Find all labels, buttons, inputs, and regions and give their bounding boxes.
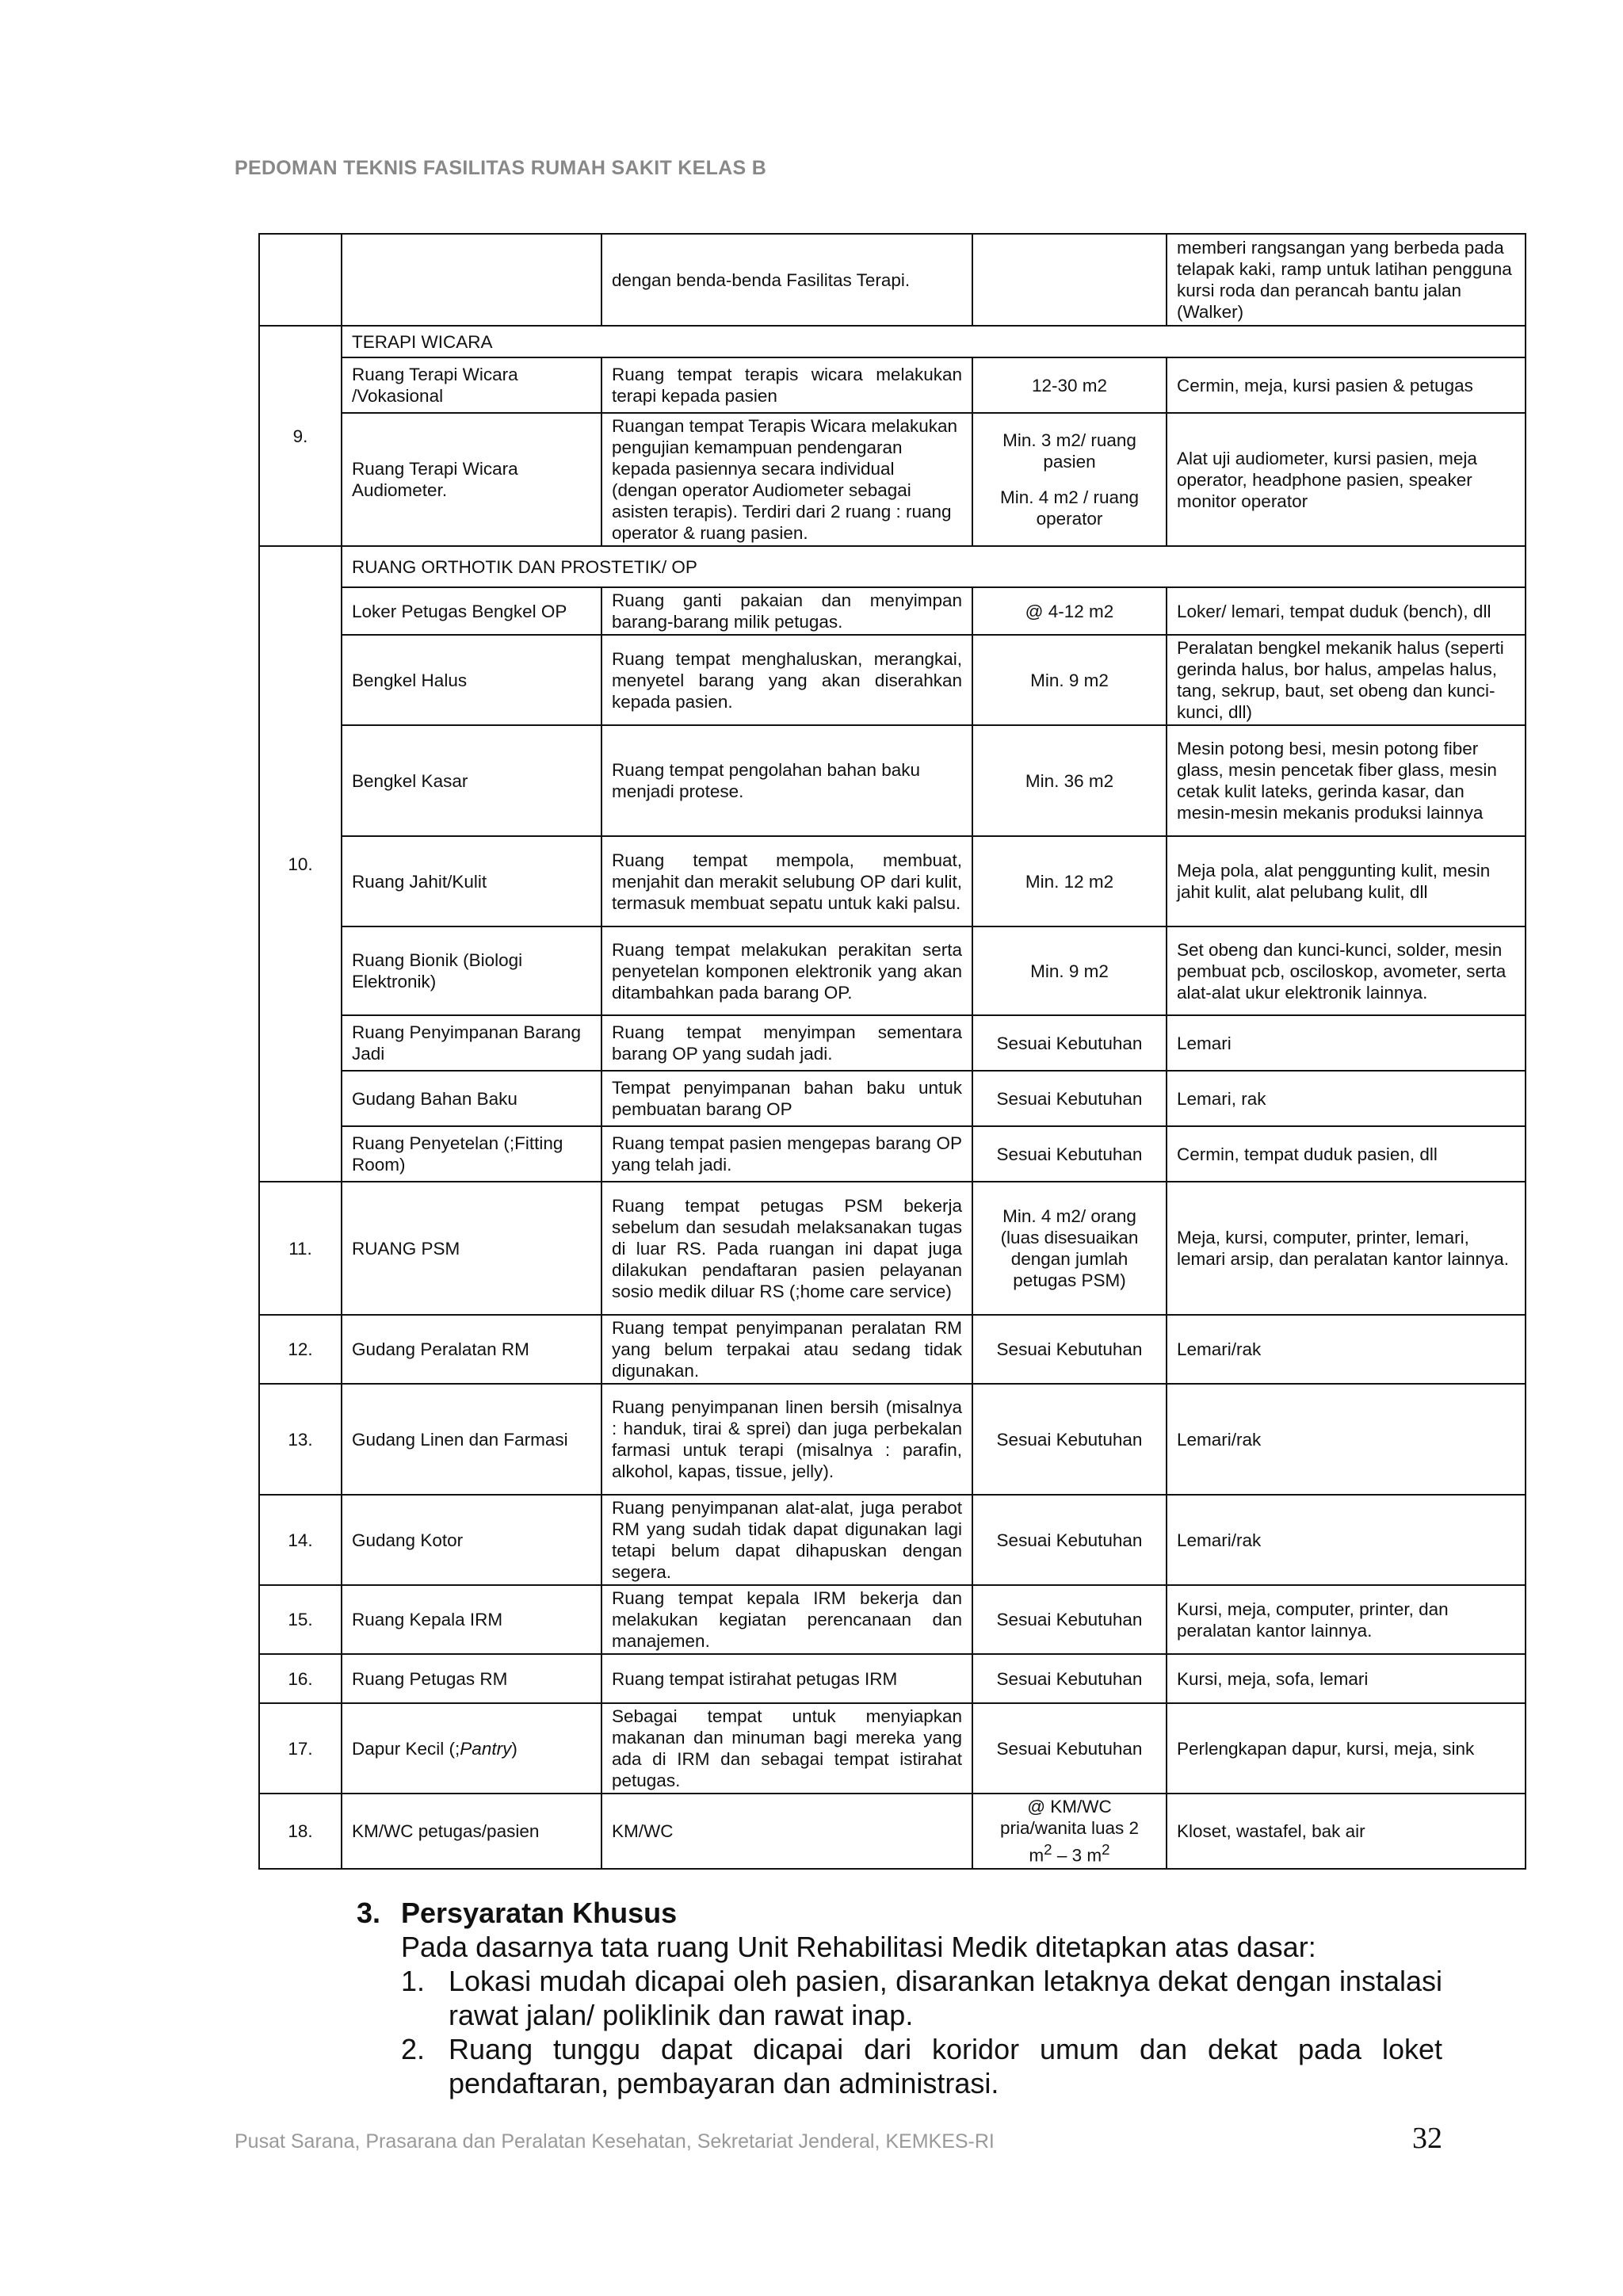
page-header-title: PEDOMAN TEKNIS FASILITAS RUMAH SAKIT KELAS B	[235, 157, 767, 179]
cell-equipment: Mesin potong besi, mesin potong fiber glass, mesin pencetak fiber glass, mesin cetak kulit lateks, gerinda kasar, dan mesin-mesin mekanis produksi lainnya	[1167, 725, 1526, 836]
table-row	[259, 1654, 1526, 1703]
cell-size: Min. 12 m2	[972, 836, 1167, 926]
cell-name: Ruang Terapi Wicara /Vokasional	[342, 357, 601, 413]
size-dash: – 3 m	[1052, 1845, 1102, 1866]
cell-desc: Ruang tempat petugas PSM bekerja sebelum dan sesudah melaksanakan tugas di luar RS. Pada ruangan ini dapat juga dilakukan pendaftaran pasien pelayanan sosio medik diluar RS (;home care service)	[601, 1182, 972, 1315]
footer-text: Pusat Sarana, Prasarana dan Peralatan Kesehatan, Sekretariat Jenderal, KEMKES-RI	[235, 2130, 995, 2153]
cell-name: Ruang Terapi Wicara Audiometer.	[342, 413, 601, 546]
table-row	[259, 357, 1526, 413]
cell-size: Min. 36 m2	[972, 725, 1167, 836]
section-intro: Pada dasarnya tata ruang Unit Rehabilitasi Medik ditetapkan atas dasar:	[401, 1931, 1316, 1963]
table-row	[259, 1126, 1526, 1182]
table-row	[259, 725, 1526, 836]
section-header-row	[259, 546, 1526, 587]
cell-equipment: Meja pola, alat penggunting kulit, mesin jahit kulit, alat pelubang kulit, dll	[1167, 836, 1526, 926]
table-row	[259, 635, 1526, 725]
cell-name: Ruang Bionik (Biologi Elektronik)	[342, 926, 601, 1015]
cell-name: Ruang Petugas RM	[342, 1654, 601, 1703]
cell-name: RUANG PSM	[342, 1182, 601, 1315]
table-row	[259, 1315, 1526, 1384]
section-title: Persyaratan Khusus	[401, 1897, 678, 1929]
cell-size: Sesuai Kebutuhan	[972, 1585, 1167, 1654]
row-number: 18.	[259, 1794, 342, 1869]
cell-equipment: Peralatan bengkel mekanik halus (seperti gerinda halus, bor halus, ampelas halus, tang, sekrup, baut, set obeng dan kunci-kunci, dll)	[1167, 635, 1526, 725]
cell-size: Sesuai Kebutuhan	[972, 1126, 1167, 1182]
cell-name: Gudang Peralatan RM	[342, 1315, 601, 1384]
cell-name	[342, 1703, 601, 1794]
cell-equipment: Lemari/rak	[1167, 1384, 1526, 1495]
special-requirements-section	[357, 1896, 1442, 2100]
size-unit: m	[1029, 1845, 1044, 1866]
row-number: 10.	[259, 546, 342, 1182]
cell-size	[972, 234, 1167, 326]
cell-name: Ruang Penyimpanan Barang Jadi	[342, 1015, 601, 1071]
cell-equipment: Lemari/rak	[1167, 1495, 1526, 1585]
row-number: 16.	[259, 1654, 342, 1703]
table-row	[259, 1703, 1526, 1794]
list-item-number: 1.	[401, 1965, 426, 1997]
cell-desc: Ruang penyimpanan alat-alat, juga perabot RM yang sudah tidak dapat digunakan lagi tetapi belum dapat dihapuskan dengan segera.	[601, 1495, 972, 1585]
section-title: TERAPI WICARA	[342, 326, 1526, 357]
rooms-table	[258, 233, 1526, 1870]
cell-name	[342, 234, 601, 326]
cell-desc: KM/WC	[601, 1794, 972, 1869]
cell-desc: Ruang tempat menghaluskan, merangkai, menyetel barang yang akan diserahkan kepada pasien.	[601, 635, 972, 725]
table-row	[259, 1182, 1526, 1315]
cell-equipment: memberi rangsangan yang berbeda pada telapak kaki, ramp untuk latihan pengguna kursi roda dan perancah bantu jalan (Walker)	[1167, 234, 1526, 326]
cell-equipment: Set obeng dan kunci-kunci, solder, mesin pembuat pcb, osciloskop, avometer, serta alat-alat ukur elektronik lainnya.	[1167, 926, 1526, 1015]
name-italic: Pantry	[460, 1738, 512, 1759]
page-number: 32	[1412, 2122, 1442, 2155]
cell-size: Sesuai Kebutuhan	[972, 1315, 1167, 1384]
cell-desc: Ruang tempat melakukan perakitan serta penyetelan komponen elektronik yang akan ditambahkan pada barang OP.	[601, 926, 972, 1015]
cell-desc: Ruangan tempat Terapis Wicara melakukan pengujian kemampuan pendengaran kepada pasiennya secara individual (dengan operator Audiometer sebagai asisten terapis). Terdiri dari 2 ruang : ruang operator & ruang pasien.	[601, 413, 972, 546]
cell-size: Sesuai Kebutuhan	[972, 1703, 1167, 1794]
table-row	[259, 413, 1526, 546]
cell-name: Ruang Penyetelan (;Fitting Room)	[342, 1126, 601, 1182]
cell-desc: Ruang ganti pakaian dan menyimpan barang-barang milik petugas.	[601, 587, 972, 635]
cell-size: Sesuai Kebutuhan	[972, 1495, 1167, 1585]
cell-size: 12-30 m2	[972, 357, 1167, 413]
cell-equipment: Loker/ lemari, tempat duduk (bench), dll	[1167, 587, 1526, 635]
cell-size: Sesuai Kebutuhan	[972, 1071, 1167, 1126]
cell-desc: Ruang tempat pengolahan bahan baku menjadi protese.	[601, 725, 972, 836]
cell-desc: Ruang tempat mempola, membuat, menjahit dan merakit selubung OP dari kulit, termasuk membuat sepatu untuk kaki palsu.	[601, 836, 972, 926]
cell-equipment: Kursi, meja, computer, printer, dan peralatan kantor lainnya.	[1167, 1585, 1526, 1654]
cell-desc: Ruang tempat menyimpan sementara barang OP yang sudah jadi.	[601, 1015, 972, 1071]
name-prefix: Dapur Kecil (;	[352, 1738, 460, 1759]
cell-name: Loker Petugas Bengkel OP	[342, 587, 601, 635]
table-row	[259, 1585, 1526, 1654]
cell-size: Min. 9 m2	[972, 635, 1167, 725]
cell-desc: Ruang tempat terapis wicara melakukan terapi kepada pasien	[601, 357, 972, 413]
section-number: 3.	[357, 1897, 381, 1929]
size-sup: 2	[1044, 1841, 1052, 1858]
table-row-continuation	[259, 234, 1526, 326]
cell-desc: Ruang tempat kepala IRM bekerja dan melakukan kegiatan perencanaan dan manajemen.	[601, 1585, 972, 1654]
size-operator-room: Min. 4 m2 / ruang operator	[999, 487, 1140, 529]
table-row	[259, 1384, 1526, 1495]
cell-desc: dengan benda-benda Fasilitas Terapi.	[601, 234, 972, 326]
cell-size: Sesuai Kebutuhan	[972, 1654, 1167, 1703]
cell-no	[259, 234, 342, 326]
row-number: 11.	[259, 1182, 342, 1315]
cell-size	[972, 1794, 1167, 1869]
size-patient-room: Min. 3 m2/ ruang pasien	[1002, 430, 1136, 472]
row-number: 12.	[259, 1315, 342, 1384]
list-item	[401, 2032, 1442, 2100]
cell-equipment: Kursi, meja, sofa, lemari	[1167, 1654, 1526, 1703]
row-number: 15.	[259, 1585, 342, 1654]
cell-equipment: Kloset, wastafel, bak air	[1167, 1794, 1526, 1869]
row-number: 9.	[259, 326, 342, 546]
cell-name: Gudang Bahan Baku	[342, 1071, 601, 1126]
cell-equipment: Meja, kursi, computer, printer, lemari, lemari arsip, dan peralatan kantor lainnya.	[1167, 1182, 1526, 1315]
table-row	[259, 1071, 1526, 1126]
cell-equipment: Cermin, meja, kursi pasien & petugas	[1167, 357, 1526, 413]
cell-name: Bengkel Halus	[342, 635, 601, 725]
requirements-list	[357, 1964, 1442, 2100]
cell-name: Ruang Jahit/Kulit	[342, 836, 601, 926]
name-suffix: )	[511, 1738, 517, 1759]
cell-name: Gudang Linen dan Farmasi	[342, 1384, 601, 1495]
cell-desc: Tempat penyimpanan bahan baku untuk pembuatan barang OP	[601, 1071, 972, 1126]
cell-name: Bengkel Kasar	[342, 725, 601, 836]
cell-name: KM/WC petugas/pasien	[342, 1794, 601, 1869]
table-row	[259, 1794, 1526, 1869]
row-number: 14.	[259, 1495, 342, 1585]
list-item-text: Ruang tunggu dapat dicapai dari koridor umum dan dekat pada loket pendaftaran, pembayaran dan administrasi.	[449, 2033, 1442, 2099]
table-row	[259, 1015, 1526, 1071]
cell-name: Gudang Kotor	[342, 1495, 601, 1585]
size-line-1: @ KM/WC	[1027, 1797, 1112, 1817]
section-header-row	[259, 326, 1526, 357]
row-number: 13.	[259, 1384, 342, 1495]
cell-equipment: Cermin, tempat duduk pasien, dll	[1167, 1126, 1526, 1182]
cell-size: Sesuai Kebutuhan	[972, 1384, 1167, 1495]
cell-equipment: Perlengkapan dapur, kursi, meja, sink	[1167, 1703, 1526, 1794]
cell-desc: Ruang penyimpanan linen bersih (misalnya : handuk, tirai & sprei) dan juga perbekalan farmasi untuk terapi (misalnya : parafin, alkohol, kapas, tissue, jelly).	[601, 1384, 972, 1495]
cell-size	[972, 413, 1167, 546]
cell-desc: Ruang tempat pasien mengepas barang OP yang telah jadi.	[601, 1126, 972, 1182]
size-line-2: pria/wanita luas 2	[999, 1818, 1140, 1838]
cell-equipment: Lemari, rak	[1167, 1071, 1526, 1126]
list-item-text: Lokasi mudah dicapai oleh pasien, disarankan letaknya dekat dengan instalasi rawat jalan/ poliklinik dan rawat inap.	[449, 1965, 1442, 2031]
table-row	[259, 926, 1526, 1015]
cell-equipment: Alat uji audiometer, kursi pasien, meja operator, headphone pasien, speaker monitor operator	[1167, 413, 1526, 546]
cell-size: Min. 4 m2/ orang (luas disesuaikan dengan jumlah petugas PSM)	[972, 1182, 1167, 1315]
table-row	[259, 1495, 1526, 1585]
cell-desc: Ruang tempat istirahat petugas IRM	[601, 1654, 972, 1703]
table-row	[259, 836, 1526, 926]
section-title: RUANG ORTHOTIK DAN PROSTETIK/ OP	[342, 546, 1526, 587]
cell-size: Sesuai Kebutuhan	[972, 1015, 1167, 1071]
section-heading	[357, 1896, 1442, 1930]
cell-desc: Ruang tempat penyimpanan peralatan RM yang belum terpakai atau sedang tidak digunakan.	[601, 1315, 972, 1384]
cell-equipment: Lemari/rak	[1167, 1315, 1526, 1384]
size-sup: 2	[1102, 1841, 1110, 1858]
cell-equipment: Lemari	[1167, 1015, 1526, 1071]
cell-name: Ruang Kepala IRM	[342, 1585, 601, 1654]
list-item-number: 2.	[401, 2033, 426, 2065]
size-line-3	[983, 1839, 1156, 1866]
table-row	[259, 587, 1526, 635]
cell-desc: Sebagai tempat untuk menyiapkan makanan dan minuman bagi mereka yang ada di IRM dan sebagai tempat istirahat petugas.	[601, 1703, 972, 1794]
row-number: 17.	[259, 1703, 342, 1794]
list-item	[401, 1964, 1442, 2032]
cell-size: Min. 9 m2	[972, 926, 1167, 1015]
cell-size: @ 4-12 m2	[972, 587, 1167, 635]
